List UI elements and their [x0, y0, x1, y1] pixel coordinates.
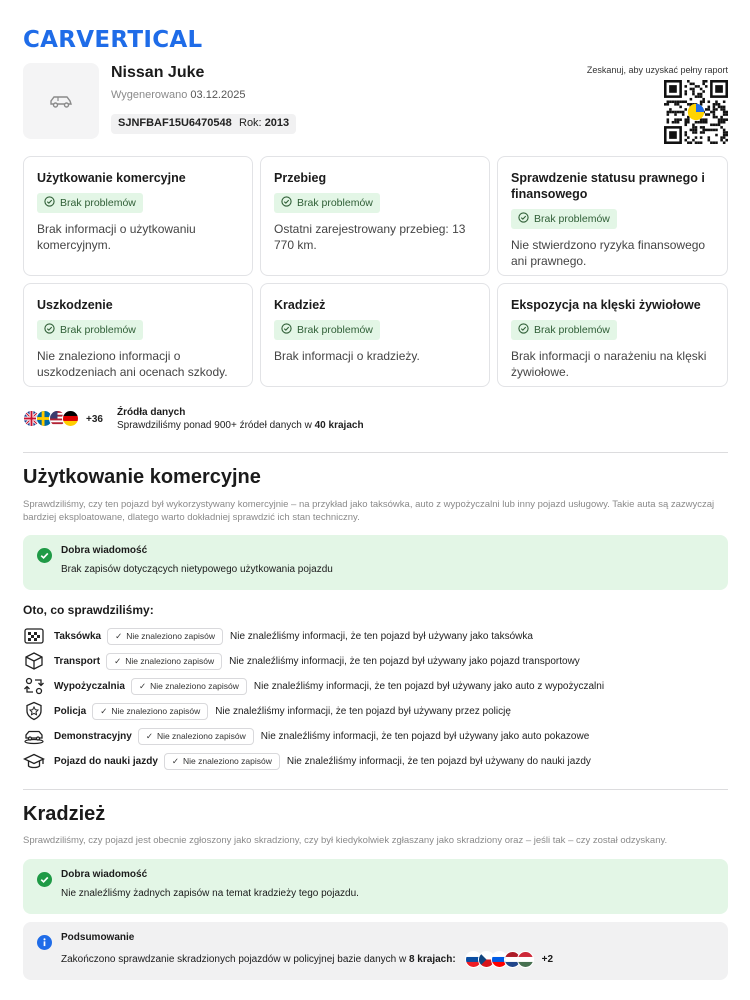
check-label: Taksówka: [54, 630, 102, 642]
card-text: Ostatni zarejestrowany przebieg: 13 770 km.: [274, 222, 466, 252]
divider: [23, 789, 728, 790]
carvertical-logo: CARVERTICAL: [23, 27, 203, 53]
check-icon: ✓: [171, 755, 180, 766]
check-row-transport: [23, 651, 728, 671]
check-icon: ✓: [145, 730, 153, 741]
hungary-flag-icon: [517, 951, 534, 968]
car-icon: [48, 93, 74, 109]
notice-text: Nie znaleźliśmy żadnych zapisów na temat kradzieży tego pojazdu.: [61, 888, 359, 899]
section-title-theft: Kradzież: [23, 803, 106, 825]
check-row-police: [23, 701, 728, 721]
checked-list-title: Oto, co sprawdziliśmy:: [23, 603, 154, 617]
vin-chip: SJNFBAF15U6470548: [111, 114, 239, 134]
qr-code-icon[interactable]: [664, 80, 728, 144]
theft-good-news-notice: [23, 859, 728, 914]
no-records-badge: ✓ Nie znaleziono zapisów: [106, 653, 222, 670]
germany-flag-icon: [62, 410, 79, 427]
notice-title: Dobra wiadomość: [61, 869, 148, 880]
year-chip: Rok: 2013: [232, 114, 296, 134]
rental-icon: [23, 676, 45, 696]
card-title: Uszkodzenie: [37, 298, 113, 312]
check-circle-icon: [37, 872, 52, 887]
more-countries-count: +36: [86, 414, 103, 425]
no-records-badge: ✓ Nie znaleziono zapisów: [164, 753, 280, 770]
sources-title: Źródła danych: [117, 407, 186, 418]
notice-text: Brak zapisów dotyczących nietypowego użytkowania pojazdu: [61, 564, 333, 575]
no-records-badge: ✓ Nie znaleziono zapisów: [131, 678, 247, 695]
status-badge: Brak problemów: [511, 320, 617, 340]
card-theft[interactable]: [260, 283, 490, 387]
section-description-theft: Sprawdziliśmy, czy pojazd jest obecnie zgłoszony jako skradziony, czy był kiedykolwiek zgłaszany jako skradziony oraz – jeśli tak – czy został odzyskany.: [23, 835, 668, 846]
check-row-rental: [23, 676, 728, 696]
police-badge-icon: [23, 701, 45, 721]
status-badge: Brak problemów: [511, 209, 617, 229]
graduation-cap-icon: [23, 751, 45, 771]
status-badge: Brak problemów: [274, 320, 380, 340]
card-title: Kradzież: [274, 298, 326, 312]
check-text: Nie znaleźliśmy informacji, że ten pojazd był używany do nauki jazdy: [286, 755, 591, 767]
vehicle-name: Nissan Juke: [111, 64, 205, 81]
check-circle-icon: [281, 196, 292, 210]
card-text: Nie stwierdzono ryzyka finansowego ani prawnego.: [511, 238, 706, 268]
check-text: Nie znaleźliśmy informacji, że ten pojazd był używany jako pojazd transportowy: [229, 655, 580, 667]
section-title-commercial: Użytkowanie komercyjne: [23, 466, 261, 488]
check-circle-icon: [518, 212, 529, 226]
vehicle-thumbnail: [23, 63, 99, 139]
card-text: Nie znaleziono informacji o uszkodzeniach ani ocenach szkody.: [37, 349, 228, 379]
no-records-badge: ✓ Nie znaleziono zapisów: [92, 703, 208, 720]
check-text: Nie znaleźliśmy informacji, że ten pojazd był używany przez policję: [215, 705, 511, 717]
check-text: Nie znaleźliśmy informacji, że ten pojazd był używany jako auto pokazowe: [260, 730, 590, 742]
check-text: Nie znaleźliśmy informacji, że ten pojazd był używany jako taksówka: [230, 630, 533, 642]
check-circle-icon: [281, 323, 292, 337]
check-label: Wypożyczalnia: [54, 680, 125, 692]
divider: [23, 452, 728, 453]
check-row-driving-school: [23, 751, 728, 771]
country-flags: [23, 410, 75, 427]
theft-summary-notice: [23, 922, 728, 980]
check-label: Policja: [54, 705, 87, 717]
status-badge: Brak problemów: [274, 193, 380, 213]
card-damage[interactable]: [23, 283, 253, 387]
qr-caption: Zeskanuj, aby uzyskać pełny raport: [586, 65, 728, 75]
no-records-badge: ✓ Nie znaleziono zapisów: [138, 728, 254, 745]
check-icon: ✓: [115, 630, 123, 641]
card-title: Przebieg: [274, 171, 327, 185]
check-circle-icon: [37, 548, 52, 563]
box-icon: [23, 651, 45, 671]
check-label: Demonstracyjny: [54, 730, 132, 742]
card-natural-disaster[interactable]: [497, 283, 728, 387]
card-title: Ekspozycja na klęski żywiołowe: [511, 298, 701, 312]
section-description-commercial: Sprawdziliśmy, czy ten pojazd był wykorzystywany komercyjnie – na przykład jako taksówka, auto z wypożyczalni lub inny pojazd usługowy. Takie auta są zazwyczaj bardziej eksploatowane, dlatego warto dokładniej sprawdzić ich stan techniczny.: [23, 499, 715, 523]
card-text: Brak informacji o kradzieży.: [274, 349, 420, 363]
country-flags: [465, 951, 530, 968]
card-commercial-use[interactable]: [23, 156, 253, 276]
card-mileage[interactable]: [260, 156, 490, 276]
info-icon: [37, 935, 52, 950]
check-icon: ✓: [114, 655, 122, 666]
check-circle-icon: [44, 323, 55, 337]
good-news-notice: [23, 535, 728, 590]
status-badge: Brak problemów: [37, 320, 143, 340]
status-badge: Brak problemów: [37, 193, 143, 213]
notice-title: Podsumowanie: [61, 932, 135, 943]
check-label: Pojazd do nauki jazdy: [54, 755, 158, 767]
check-icon: ✓: [138, 680, 147, 691]
check-text: Nie znaleźliśmy informacji, że ten pojazd był używany jako auto z wypożyczalni: [253, 680, 605, 692]
notice-title: Dobra wiadomość: [61, 545, 148, 556]
notice-text: Zakończono sprawdzanie skradzionych pojazdów w policyjnej bazie danych w 8 krajach: +2: [61, 951, 716, 968]
card-title: Sprawdzenie statusu prawnego i finansowego: [511, 171, 705, 201]
card-title: Użytkowanie komercyjne: [37, 171, 186, 185]
check-circle-icon: [518, 323, 529, 337]
no-records-badge: ✓ Nie znaleziono zapisów: [107, 628, 223, 645]
generated-date: Wygenerowano 03.12.2025: [111, 89, 246, 101]
check-row-demo: [23, 726, 728, 746]
sources-description: Sprawdziliśmy ponad 900+ źródeł danych w 40 krajach: [117, 420, 364, 431]
check-circle-icon: [44, 196, 55, 210]
check-row-taxi: [23, 626, 728, 646]
taxi-icon: [23, 626, 45, 646]
check-icon: ✓: [100, 705, 108, 716]
check-label: Transport: [54, 655, 101, 667]
more-countries-count: +2: [541, 954, 554, 965]
card-legal-financial[interactable]: [497, 156, 728, 276]
showroom-car-icon: [23, 726, 45, 746]
card-text: Brak informacji o narażeniu na klęski żywiołowe.: [511, 349, 707, 379]
card-text: Brak informacji o użytkowaniu komercyjnym.: [37, 222, 196, 252]
